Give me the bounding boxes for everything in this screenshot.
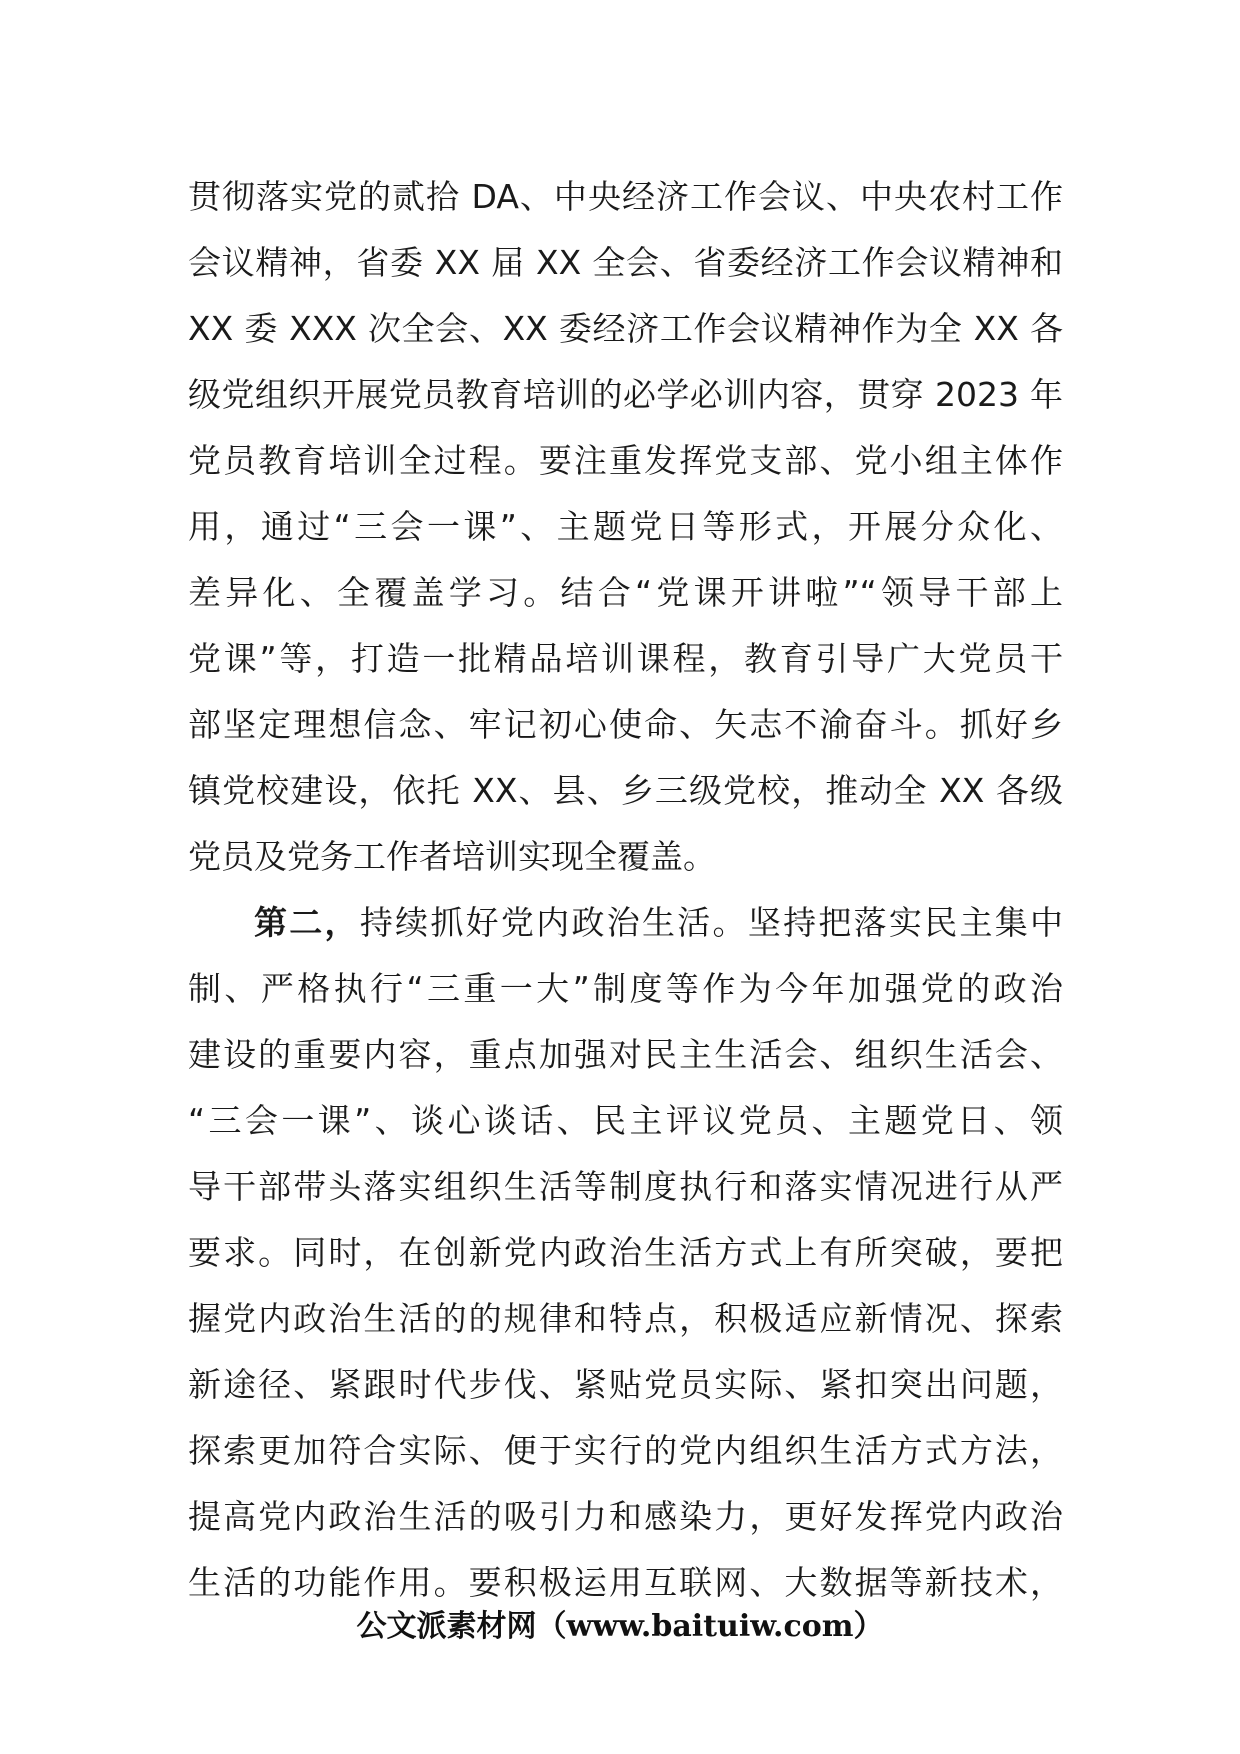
text-line: 提高党内政治生活的吸引力和感染力，更好发挥党内政治 [188,1497,1063,1536]
text-line: 党员教育培训全过程。要注重发挥党支部、党小组主体作 [188,441,1063,480]
text-line: 镇党校建设，依托 XX、县、乡三级党校，推动全 XX 各级 [188,771,1063,810]
text-line: “三会一课”、谈心谈话、民主评议党员、主题党日、领 [188,1101,1063,1140]
text-line: 级党组织开展党员教育培训的必学必训内容，贯穿 2023 年 [188,375,1063,414]
text-line: 党员及党务工作者培训实现全覆盖。 [188,837,716,876]
text-line: 要求。同时，在创新党内政治生活方式上有所突破，要把 [188,1233,1063,1272]
text-line-segment: 持续抓好党内政治生活。坚持把落实民主集中 [359,903,1064,942]
paragraph-2-first-line [188,890,1063,956]
text-line: 差异化、全覆盖学习。结合“党课开讲啦”“领导干部上 [188,573,1063,612]
text-line: 新途径、紧跟时代步伐、紧贴党员实际、紧扣突出问题， [188,1365,1063,1404]
text-line: 探索更加符合实际、便于实行的党内组织生活方式方法， [188,1431,1063,1470]
text-line: 用，通过“三会一课”、主题党日等形式，开展分众化、 [188,507,1063,546]
footer-watermark: 公文派素材网（www.baituiw.com） [356,1609,884,1644]
text-line: 党课”等，打造一批精品培训课程，教育引导广大党员干 [188,639,1063,678]
text-line: 会议精神，省委 XX 届 XX 全会、省委经济工作会议精神和 [188,243,1063,282]
paragraph-heading: 第二， [254,903,360,942]
text-line: XX 委 XXX 次全会、XX 委经济工作会议精神作为全 XX 各 [188,309,1063,348]
document-body [188,164,1063,1616]
text-line: 建设的重要内容，重点加强对民主生活会、组织生活会、 [188,1035,1063,1074]
text-line: 生活的功能作用。要积极运用互联网、大数据等新技术， [188,1563,1063,1602]
text-line: 握党内政治生活的的规律和特点，积极适应新情况、探索 [188,1299,1063,1338]
text-line: 制、严格执行“三重一大”制度等作为今年加强党的政治 [188,969,1063,1008]
text-line: 导干部带头落实组织生活等制度执行和落实情况进行从严 [188,1167,1063,1206]
text-line: 贯彻落实党的贰拾 DA、中央经济工作会议、中央农村工作 [188,177,1063,216]
text-line: 部坚定理想信念、牢记初心使命、矢志不渝奋斗。抓好乡 [188,705,1063,744]
